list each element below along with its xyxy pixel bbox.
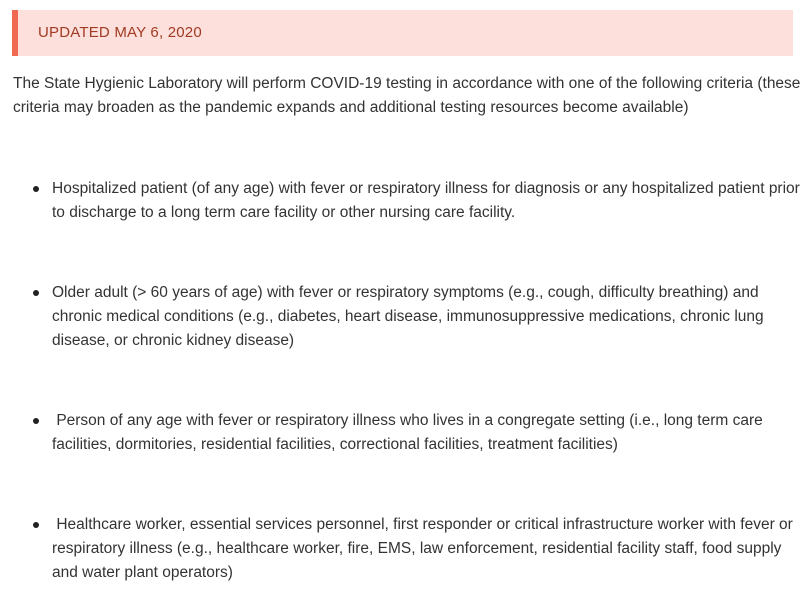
- criteria-item: [52, 513, 802, 585]
- update-banner: [12, 10, 793, 56]
- criteria-item: [52, 281, 802, 353]
- bullet-icon: [33, 522, 39, 528]
- criteria-text: Healthcare worker, essential services personnel, first responder or critical infrastructure worker with fever or respiratory illness (e.g., healthcare worker, fire, EMS, law enforcement, residential facility staff, food supply and water plant operators): [52, 516, 798, 581]
- bullet-icon: [33, 290, 39, 296]
- criteria-text: Person of any age with fever or respiratory illness who lives in a congregate setting (i.e., long term care facilities, dormitories, residential facilities, correctional facilities, treatment facilities): [52, 412, 768, 453]
- bullet-icon: [33, 186, 39, 192]
- bullet-icon: [33, 418, 39, 424]
- criteria-text: Hospitalized patient (of any age) with fever or respiratory illness for diagnosis or any hospitalized patient prior to discharge to a long term care facility or other nursing care facility.: [52, 180, 805, 221]
- criteria-item: [52, 409, 802, 457]
- criteria-text: Older adult (> 60 years of age) with fever or respiratory symptoms (e.g., cough, difficulty breathing) and chronic medical conditions (e.g., diabetes, heart disease, immunosuppressive medications, chronic lung disease, or chronic kidney disease): [52, 284, 768, 349]
- update-date-label: UPDATED MAY 6, 2020: [38, 24, 202, 41]
- intro-paragraph: The State Hygienic Laboratory will perform COVID-19 testing in accordance with one of the following criteria (these criteria may broaden as the pandemic expands and additional testing resources become available): [13, 75, 801, 116]
- criteria-item: [52, 177, 805, 225]
